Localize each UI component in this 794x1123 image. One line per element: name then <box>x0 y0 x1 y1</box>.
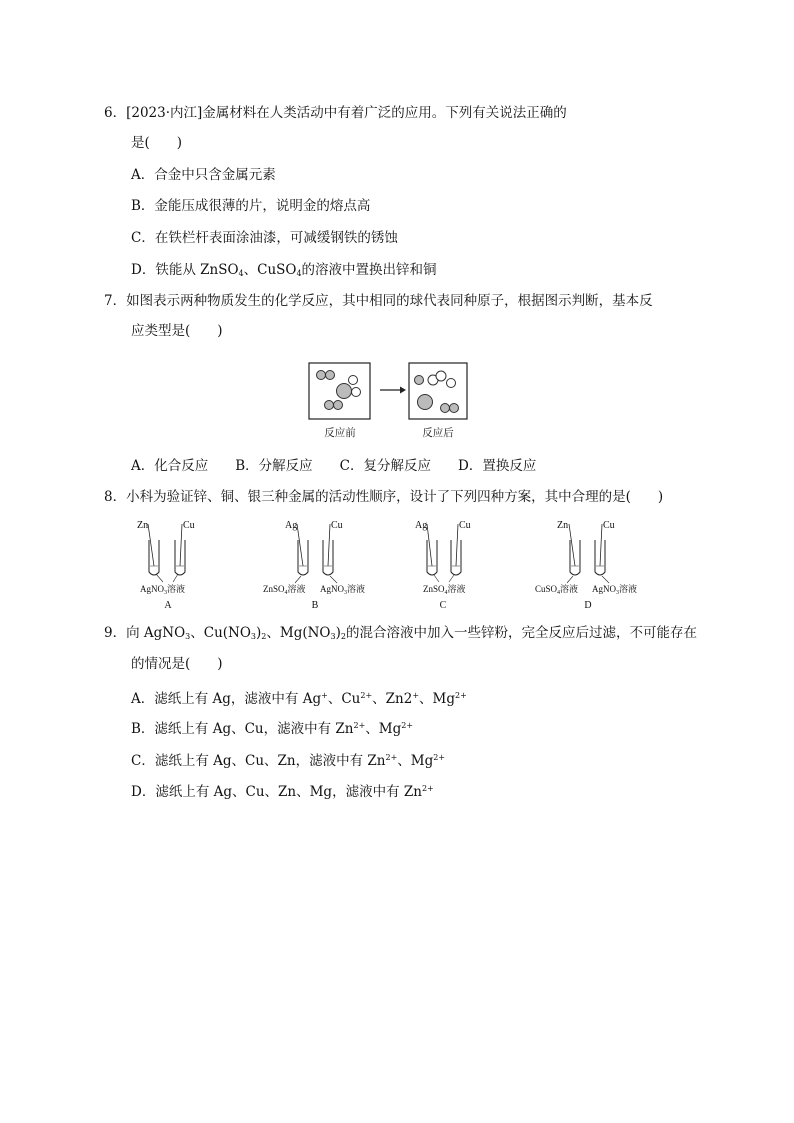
metal-label: Cu <box>331 520 343 531</box>
test-tube <box>175 540 185 575</box>
atom-small <box>334 401 343 410</box>
test-tube <box>427 540 437 575</box>
q8-stem: 8．小科为验证锌、铜、银三种金属的活动性顺序，设计了下列四种方案，其中合理的是( ) <box>104 489 664 505</box>
reaction-diagram <box>300 358 480 442</box>
q9-stem: 9．向 AgNO$_3$、$Cu(NO_3)_2$、$Mg(NO_3)_2$的混合溶液中加入一些锌粉，完全反应后过滤，不可能存在 <box>104 625 697 641</box>
q7-stem: 7．如图表示两种物质发生的化学反应，其中相同的球代表同种原子，根据图示判断，基本反 <box>104 293 653 309</box>
atom-large <box>418 395 433 410</box>
q7-option-c: C．复分解反应 <box>339 458 432 474</box>
atom-small <box>325 401 334 410</box>
metal-label: Cu <box>183 520 195 531</box>
setup-label: C <box>439 600 447 611</box>
q7-options <box>131 457 536 475</box>
atom-small-open <box>352 388 361 397</box>
before-label: 反应前 <box>324 428 356 439</box>
atom-small <box>326 371 335 380</box>
setup-a <box>137 520 195 611</box>
setup-d <box>535 520 637 611</box>
q6-option-c: C．在铁栏杆表面涂油漆，可减缓钢铁的锈蚀 <box>131 230 398 246</box>
q6-stem-cont: 是( ) <box>131 135 183 151</box>
atom-small <box>317 371 326 380</box>
test-tube <box>595 540 605 575</box>
setup-b <box>263 520 365 611</box>
atom-small <box>415 376 424 385</box>
solution-label: AgNO$_3$溶液 <box>320 584 366 596</box>
solution-label: AgNO$_3$溶液 <box>140 584 186 596</box>
q9-option-c: C．滤纸上有 Ag、Cu、Zn，滤液中有 $Zn^{2+}$、$Mg^{2+}$ <box>131 753 446 769</box>
q6-option-d: D．铁能从 ZnSO$_4$、CuSO$_4$的溶液中置换出锌和铜 <box>131 262 437 278</box>
test-tube <box>149 540 159 575</box>
setup-c <box>415 520 471 611</box>
metal-label: Ag <box>285 520 298 531</box>
q6-option-a: A．合金中只含金属元素 <box>131 167 276 183</box>
after-label: 反应后 <box>422 428 454 439</box>
atom-large <box>337 384 352 399</box>
solution-label: ZnSO$_4$溶液 <box>263 584 306 596</box>
q6-stem: 6．[2023·内江]金属材料在人类活动中有着广泛的应用。下列有关说法正确的 <box>104 105 567 121</box>
q6-option-b: B．金能压成很薄的片，说明金的熔点高 <box>131 198 371 214</box>
solution-label: CuSO$_4$溶液 <box>535 584 579 596</box>
solution-label: ZnSO$_4$溶液 <box>423 584 466 596</box>
test-tube <box>323 540 333 575</box>
test-tube-setups <box>125 514 665 614</box>
solution-label: AgNO$_3$溶液 <box>592 584 638 596</box>
test-tube <box>298 540 308 575</box>
q7-option-b: B．分解反应 <box>235 458 313 474</box>
q7-option-d: D．置换反应 <box>458 458 537 474</box>
q9-stem-cont: 的情况是( ) <box>131 656 223 672</box>
metal-label: Zn <box>137 520 149 531</box>
setup-label: B <box>311 600 319 611</box>
q9-option-a: A．滤纸上有 Ag，滤液中有 Ag+、$Cu^{2+}$、Zn2+、$Mg^{2+}$ <box>131 691 467 707</box>
metal-label: Cu <box>603 520 615 531</box>
metal-label: Zn <box>557 520 569 531</box>
arrow-head <box>400 387 406 394</box>
atom-small-open <box>349 376 358 385</box>
atom-small-open <box>447 379 456 388</box>
atom-small <box>450 404 459 413</box>
atom-small <box>441 404 450 413</box>
atom-small-open <box>436 371 446 381</box>
test-tube <box>451 540 461 575</box>
q7-option-a: A．化合反应 <box>131 458 209 474</box>
test-tube <box>570 540 580 575</box>
metal-label: Cu <box>459 520 471 531</box>
metal-label: Ag <box>415 520 428 531</box>
setup-label: D <box>584 600 592 611</box>
q9-option-d: D．滤纸上有 Ag、Cu、Zn、Mg，滤液中有 $Zn^{2+}$ <box>131 784 434 800</box>
q7-stem-cont: 应类型是( ) <box>131 323 223 339</box>
setup-label: A <box>164 600 172 611</box>
q9-option-b: B．滤纸上有 Ag、Cu，滤液中有 $Zn^{2+}$、$Mg^{2+}$ <box>131 721 414 737</box>
